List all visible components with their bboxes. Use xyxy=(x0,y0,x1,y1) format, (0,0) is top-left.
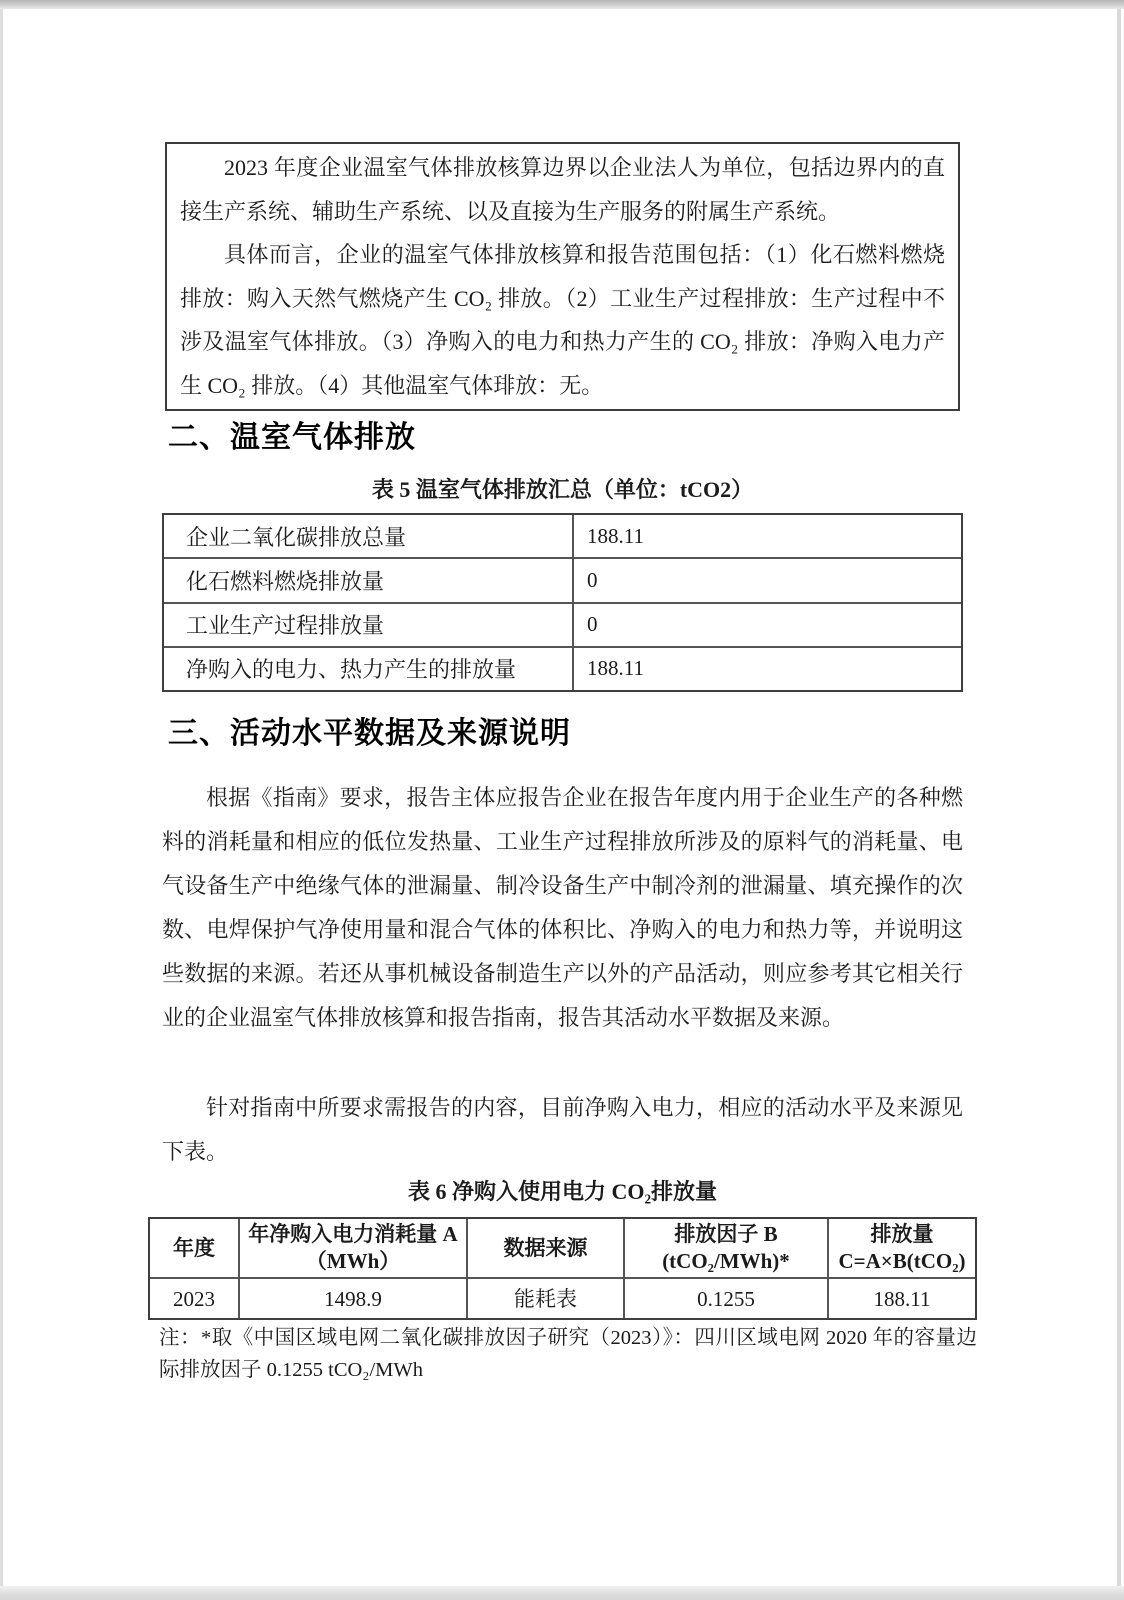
row-label: 净购入的电力、热力产生的排放量 xyxy=(186,657,517,683)
row-label: 企业二氧化碳排放总量 xyxy=(186,524,407,550)
table6-caption: 表 6 净购入使用电力 CO₂排放量 xyxy=(407,1179,718,1204)
header-line: 排放因子 B xyxy=(674,1222,778,1246)
header-line: 排放量 xyxy=(870,1222,934,1246)
table-cell-consumption: 1498.9 xyxy=(238,1277,466,1318)
table5-caption: 表 5 温室气体排放汇总（单位：tCO2） xyxy=(371,477,754,502)
accounting-boundary-box xyxy=(165,142,960,411)
boundary-paragraph-1: 2023 年度企业温室气体排放核算边界以企业法人为单位，包括边界内的直接生产系统、辅助生产系统、以及直接为生产服务的附属生产系统。 xyxy=(180,155,945,224)
boundary-paragraph-2: 具体而言，企业的温室气体排放核算和报告范围包括：（1）化石燃料燃烧排放：购入天然气燃烧产生 CO₂ 排放。（2）工业生产过程排放：生产过程中不涉及温室气体排放。（3）净购入的电力和热力产生的 CO₂ 排放：净购入电力产生 CO₂ 排放。（4）其他温室气体琲放：无。 xyxy=(180,242,945,398)
table-cell-emissions: 188.11 xyxy=(827,1277,975,1318)
row-label: 化石燃料燃烧排放量 xyxy=(186,568,385,594)
column-header-consumption xyxy=(238,1219,466,1277)
page-edge-right xyxy=(1117,9,1121,1586)
section-3-heading: 三、活动水平数据及来源说明 xyxy=(168,716,571,751)
column-header-data-source xyxy=(466,1219,623,1277)
header-line: 年度 xyxy=(173,1235,215,1260)
table5-ghg-summary xyxy=(162,513,963,692)
table-cell-data-source: 能耗表 xyxy=(466,1277,623,1318)
header-line: 年净购入电力消耗量 A xyxy=(248,1222,458,1246)
page-edge-bottom xyxy=(0,1586,1124,1600)
row-value: 0 xyxy=(572,604,961,646)
page-edge-left xyxy=(0,9,3,1586)
column-header-emission-factor xyxy=(623,1219,827,1277)
activity-table-intro-paragraph: 针对指南中所要求需报告的内容，目前净购入电力，相应的活动水平及来源见下表。 xyxy=(162,1095,963,1164)
table-row xyxy=(164,602,961,646)
table-cell-emission-factor: 0.1255 xyxy=(623,1277,827,1318)
row-value: 188.11 xyxy=(572,648,961,690)
activity-data-paragraph: 根据《指南》要求，报告主体应报告企业在报告年度内用于企业生产的各种燃料的消耗量和相应的低位发热量、工业生产过程排放所涉及的原料气的消耗量、电气设备生产中绝缘气体的泄漏量、制冷设备生产中制冷剂的泄漏量、填充操作的次数、电焊保护气净使用量和混合气体的体积比、净购入的电力和热力等，并说明这些数据的来源。若还从事机械设备制造生产以外的产品活动，则应参考其它相关行业的企业温室气体排放核算和报告指南，报告其活动水平数据及来源。 xyxy=(162,785,963,1030)
column-header-emissions xyxy=(827,1219,975,1277)
header-line: 数据来源 xyxy=(503,1235,588,1260)
row-label: 工业生产过程排放量 xyxy=(186,613,385,639)
section-2-heading: 二、温室气体排放 xyxy=(168,420,416,455)
row-value: 188.11 xyxy=(572,515,961,557)
table6-footnote: 注：*取《中国区域电网二氧化碳排放因子研究（2023）》：四川区域电网 2020 年的容量边际排放因子 0.1255 tCO₂/MWh xyxy=(159,1327,977,1381)
header-line: （MWh） xyxy=(305,1249,401,1273)
row-value: 0 xyxy=(572,559,961,601)
table-row xyxy=(164,557,961,601)
page-edge-top xyxy=(0,0,1124,9)
column-header-year xyxy=(150,1219,238,1277)
table-row xyxy=(164,515,961,557)
table-cell-year: 2023 xyxy=(150,1277,238,1318)
table6-purchased-electricity xyxy=(148,1217,977,1320)
header-line: (tCO₂/MWh)* xyxy=(662,1249,790,1273)
table-row xyxy=(164,646,961,690)
header-line: C=A×B(tCO₂) xyxy=(838,1249,966,1273)
